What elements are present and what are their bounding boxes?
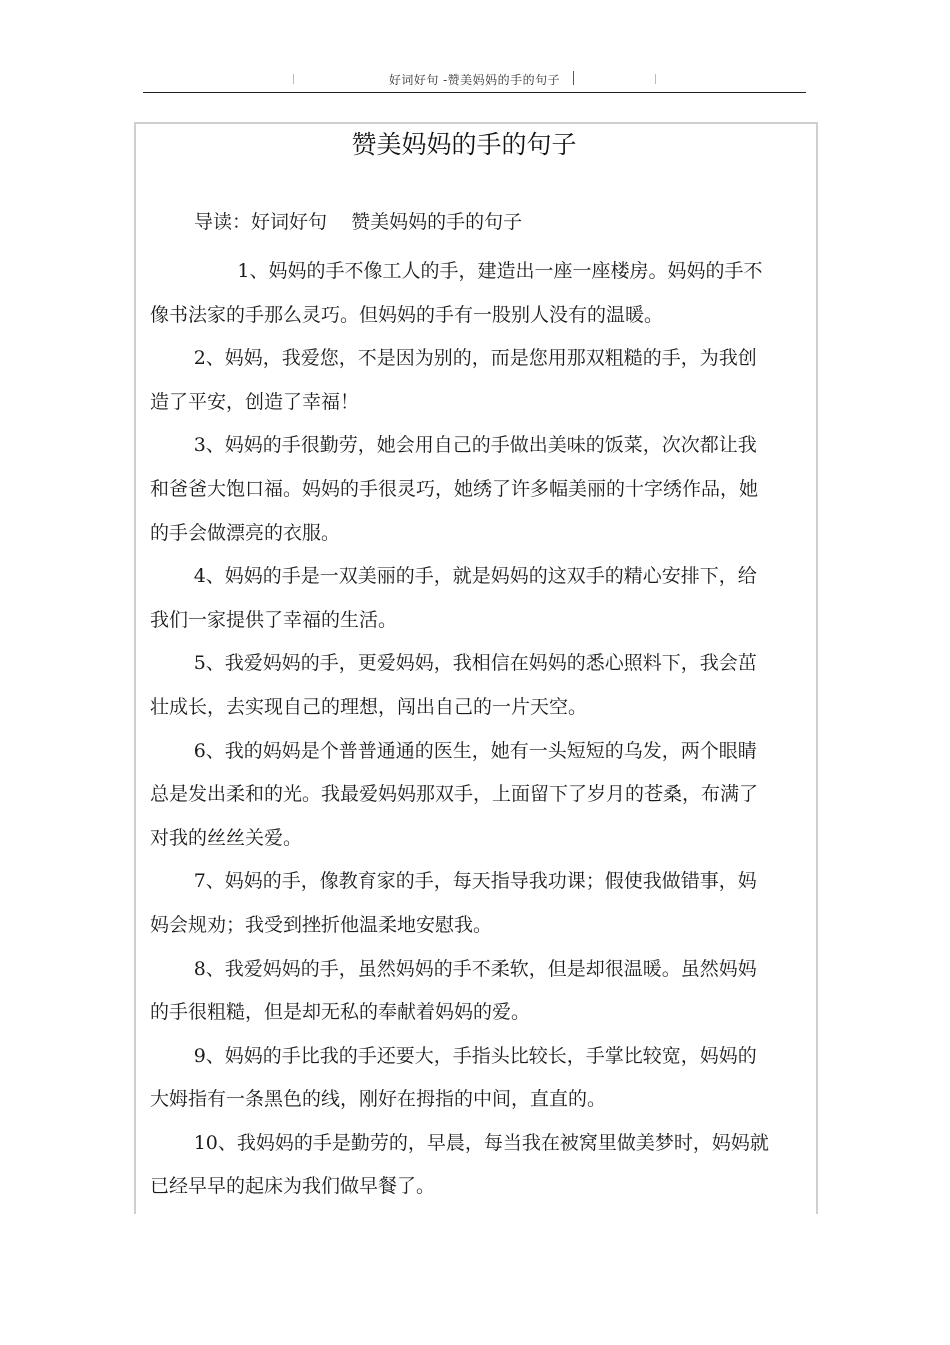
paragraph-9: 9、妈妈的手比我的手还要大，手指头比较长，手掌比较宽，妈妈的大姆指有一条黑色的线，刚好在拇指的中间，直直的。 — [150, 1044, 757, 1111]
paragraph-6: 6、我的妈妈是个普普通通的医生，她有一头短短的乌发，两个眼睛总是发出柔和的光。我最爱妈妈那双手，上面留下了岁月的苍桑，布满了对我的丝丝关爱。 — [150, 739, 759, 849]
paragraph-3: 3、妈妈的手很勤劳，她会用自己的手做出美味的饭菜，次次都让我和爸爸大饱口福。妈妈的手很灵巧，她绣了许多幅美丽的十字绣作品，她的手会做漂亮的衣服。 — [150, 434, 759, 544]
header-divider-right — [655, 74, 656, 84]
header-divider-mid — [573, 71, 574, 85]
paragraph-8: 8、我爱妈妈的手，虽然妈妈的手不柔软，但是却很温暖。虽然妈妈的手很粗糙，但是却无私的奉献着妈妈的爱。 — [150, 957, 757, 1024]
paragraph-10: 10、我妈妈的手是勤劳的，早晨，每当我在被窝里做美梦时，妈妈就已经早早的起床为我们做早餐了。 — [150, 1131, 769, 1198]
paragraph-7: 7、妈妈的手，像教育家的手，每天指导我功课；假使我做错事，妈妈会规劝；我受到挫折他温柔地安慰我。 — [150, 870, 757, 936]
page-header — [143, 66, 806, 93]
paragraph-5: 5、我爱妈妈的手，更爱妈妈，我相信在妈妈的悉心照料下，我会茁壮成长，去实现自己的理想，闯出自己的一片天空。 — [150, 652, 757, 718]
header-text: 好词好句 -赞美妈妈的手的句子 — [388, 73, 561, 87]
paragraph-2: 2、妈妈，我爱您，不是因为别的，而是您用那双粗糙的手，为我创造了平安，创造了幸福！ — [150, 347, 757, 413]
paragraph-1: 1、妈妈的手不像工人的手，建造出一座一座楼房。妈妈的手不像书法家的手那么灵巧。但妈妈的手有一股别人没有的温暖。 — [150, 260, 763, 326]
paragraph-4: 4、妈妈的手是一双美丽的手，就是妈妈的这双手的精心安排下，给我们一家提供了幸福的生活。 — [150, 565, 757, 631]
intro-line: 导读：好词好句 赞美妈妈的手的句子 — [194, 211, 523, 233]
document-body — [150, 250, 770, 1209]
document-title: 赞美妈妈的手的句子 — [351, 130, 577, 159]
